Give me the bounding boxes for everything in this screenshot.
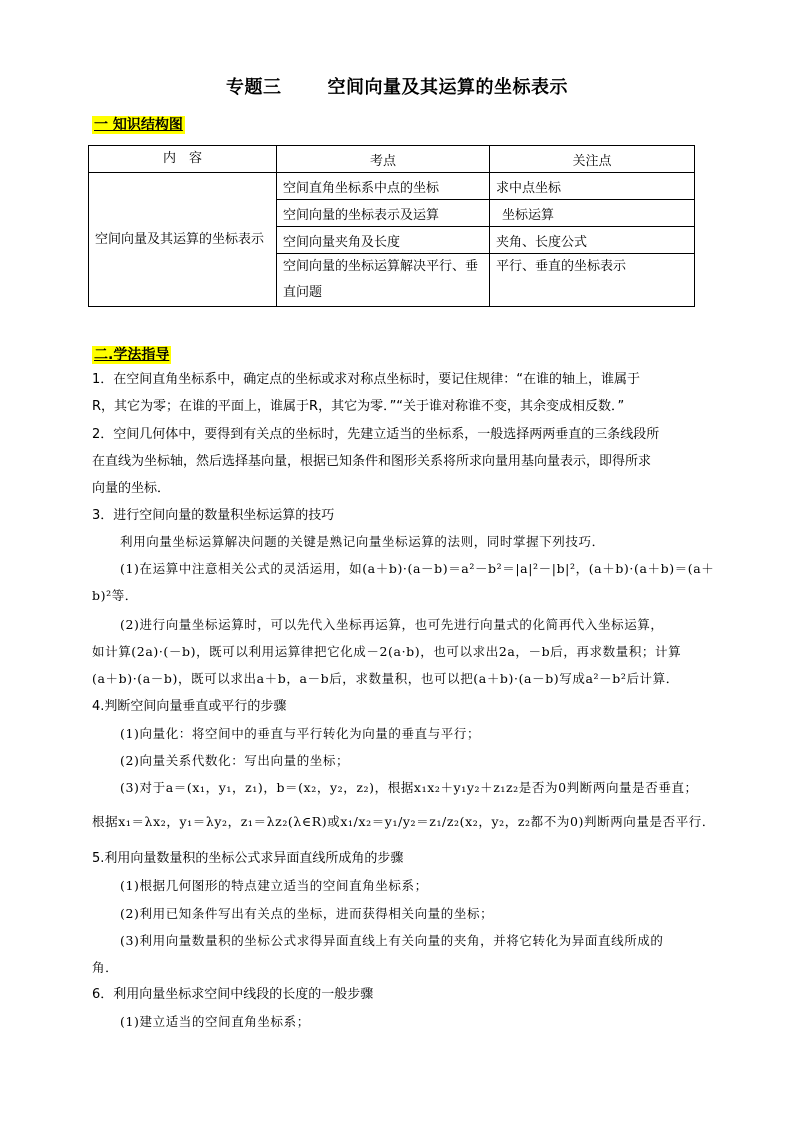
- text-line: (1)建立适当的空间直角坐标系；: [120, 1014, 310, 1029]
- text-line: b)²等．: [92, 588, 138, 603]
- table-header-focus: 关注点: [490, 146, 695, 173]
- table-cell-focus: 坐标运算: [490, 200, 695, 227]
- text-line: (1)根据几何图形的特点建立适当的空间直角坐标系；: [120, 878, 428, 893]
- text-line: (a＋b)·(a－b)，既可以求出a＋b，a－b后，求数量积，也可以把(a＋b)·(a－b)写成a²－b²后计算．: [92, 671, 679, 686]
- text-line: 角．: [92, 960, 119, 975]
- table-cell-point: 空间向量的坐标运算解决平行、垂直问题: [277, 254, 490, 307]
- text-line: 6．利用向量坐标求空间中线段的长度的一般步骤: [92, 987, 374, 1002]
- text-line: (1)向量化：将空间中的垂直与平行转化为向量的垂直与平行；: [120, 726, 481, 741]
- text-line: 根据x₁＝λx₂，y₁＝λy₂，z₁＝λz₂(λ∈R)或x₁/x₂＝y₁/y₂＝z₁/z₂(x₂，y₂，z₂都不为0)判断两向量是否平行．: [92, 814, 715, 829]
- text-line: (3)利用向量数量积的坐标公式求得异面直线上有关向量的夹角，并将它转化为异面直线所成的: [120, 933, 664, 948]
- title-topic-number: 专题三: [226, 77, 282, 98]
- section-heading-structure: 一 知识结构图: [94, 117, 183, 133]
- table-cell-point: 空间向量夹角及长度: [277, 227, 490, 254]
- text-line: 向量的坐标．: [92, 481, 171, 496]
- table-header-content: 内 容: [89, 146, 277, 173]
- text-line: 1．在空间直角坐标系中，确定点的坐标或求对称点坐标时，要记住规律：“在谁的轴上，谁属于: [92, 372, 641, 387]
- table-row: [89, 173, 695, 200]
- table-cell-focus: 求中点坐标: [490, 173, 695, 200]
- table-cell-focus: 平行、垂直的坐标表示: [490, 254, 695, 307]
- table-merged-topic-cell: 空间向量及其运算的坐标表示: [89, 173, 277, 307]
- table-header-point: 考点: [277, 146, 490, 173]
- text-line: 在直线为坐标轴，然后选择基向量，根据已知条件和图形关系将所求向量用基向量表示，即得所求: [92, 454, 652, 469]
- text-line: R，其它为零；在谁的平面上，谁属于R，其它为零．”“关于谁对称谁不变，其余变成相反数．”: [92, 399, 625, 414]
- knowledge-structure-table: [88, 145, 695, 307]
- table-cell-point: 空间向量的坐标表示及运算: [277, 200, 490, 227]
- text-line: 4.判断空间向量垂直或平行的步骤: [92, 699, 287, 714]
- page-title: [0, 73, 794, 99]
- text-line: 3．进行空间向量的数量积坐标运算的技巧: [92, 508, 335, 523]
- title-topic-name: 空间向量及其运算的坐标表示: [327, 77, 568, 98]
- text-line: (2)利用已知条件写出有关点的坐标，进而获得相关向量的坐标；: [120, 906, 494, 921]
- table-cell-point: 空间直角坐标系中点的坐标: [277, 173, 490, 200]
- text-line: 5.利用向量数量积的坐标公式求异面直线所成角的步骤: [92, 851, 404, 866]
- text-line: (2)进行向量坐标运算时，可以先代入坐标再运算，也可先进行向量式的化简再代入坐标运算，: [120, 617, 664, 632]
- text-line: (1)在运算中注意相关公式的灵活运用，如(a＋b)·(a－b)＝a²－b²＝|a|²－|b|²，(a＋b)·(a＋b)＝(a＋: [120, 561, 715, 576]
- text-line: 2．空间几何体中，要得到有关点的坐标时，先建立适当的坐标系，一般选择两两垂直的三条线段所: [92, 427, 660, 442]
- text-line: (2)向量关系代数化：写出向量的坐标；: [120, 753, 350, 768]
- text-line: 如计算(2a)·(－b)，既可以利用运算律把它化成－2(a·b)，也可以求出2a，－b后，再求数量积；计算: [92, 644, 682, 659]
- table-header-row: [89, 146, 695, 173]
- text-line: (3)对于a＝(x₁，y₁，z₁)，b＝(x₂，y₂，z₂)，根据x₁x₂＋y₁y₂＋z₁z₂是否为0判断两向量是否垂直；: [120, 780, 698, 795]
- table-cell-focus: 夹角、长度公式: [490, 227, 695, 254]
- text-line: 利用向量坐标运算解决问题的关键是熟记向量坐标运算的法则，同时掌握下列技巧．: [120, 534, 605, 549]
- section-heading-study-guide: 二.学法指导: [94, 347, 170, 363]
